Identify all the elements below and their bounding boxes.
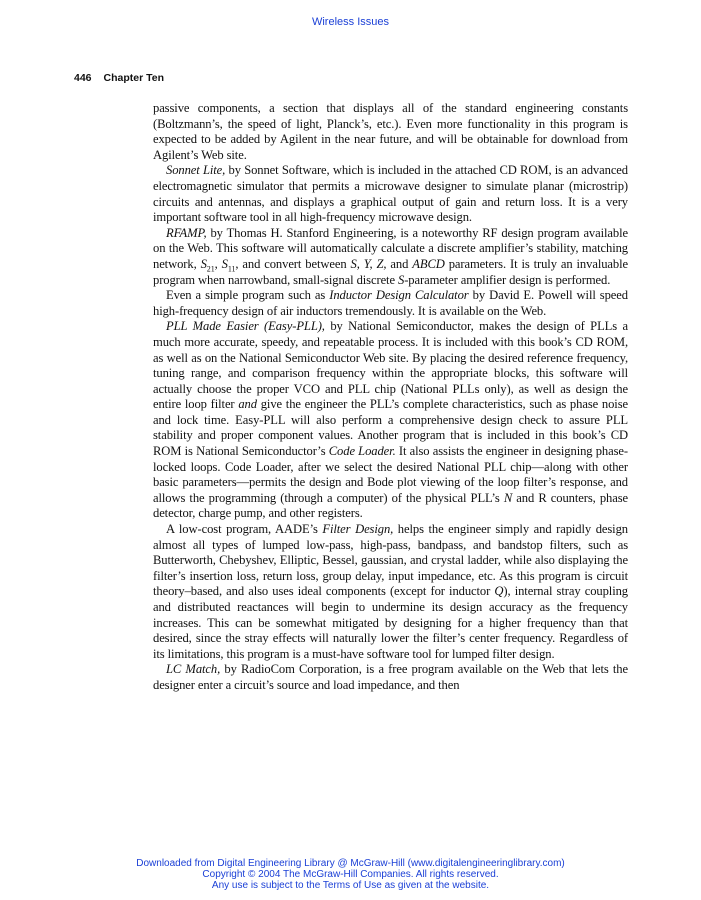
italic-text: S <box>200 256 207 271</box>
top-banner-link[interactable]: Wireless Issues <box>311 16 390 28</box>
subscript: 21 <box>206 264 215 274</box>
italic-text: Q <box>494 584 504 599</box>
subscript: 11 <box>227 264 236 274</box>
paragraph <box>153 226 628 288</box>
italic-text: and <box>238 397 257 412</box>
text-run: Even a simple program such as <box>166 288 330 303</box>
footer-copyright[interactable]: Copyright © 2004 The McGraw-Hill Companies. All rights reserved. <box>202 869 499 880</box>
paragraph <box>153 662 628 693</box>
italic-text: Filter Design, <box>322 522 394 537</box>
paragraph <box>153 101 628 163</box>
text-run: ), internal stray coupling and distributed reactances will begin to undermine its design accuracy as the frequency increases. This can be somewhat mitigated by designing for a higher frequency than that desired, since the stray effects will naturally lower the filter’s center frequency. Regardless of its limitations, this program is a must-have software tool for lumped filter design. <box>153 584 628 661</box>
italic-text: LC Match, <box>166 662 221 677</box>
text-run: parameters. It is truly an invaluable program when narrowband, small-signal discrete <box>153 256 628 287</box>
text-run: by Thomas H. Stanford Engineering, is a noteworthy RF design program available on the Web. This software will automatically calculate a discrete amplifier’s stability, matching network, <box>153 225 628 271</box>
text-run: and <box>386 256 413 271</box>
italic-text: PLL Made Easier (Easy-PLL), <box>166 319 325 334</box>
italic-text: S <box>221 256 228 271</box>
chapter-title: Chapter Ten <box>103 72 165 84</box>
text-run: by Sonnet Software, which is included in the attached CD ROM, is an advanced electromagnetic simulator that permits a microwave designer to simulate planar (microstrip) circuits and antennas, and displays a graphical output of gain and return loss. It is a very important software tool in all high-frequency microwave design. <box>153 163 628 225</box>
text-run: -parameter amplifier design is performed. <box>404 272 611 287</box>
text-run: It also assists the engineer in designing phase-locked loops. Code Loader, after we select the desired National PLL chip—along with other basic parameters—permits the design and Bode plot viewing of the loop filter’s response, and allows the programming (through a computer) of the physical PLL’s <box>153 444 629 505</box>
body-text <box>153 101 628 694</box>
paragraph <box>153 288 628 319</box>
page-number: 446 <box>74 72 92 84</box>
italic-text: Inductor Design Calculator <box>329 288 469 303</box>
paragraph <box>153 319 628 522</box>
text-run: passive components, a section that displays all of the standard engineering constants (Boltzmann’s, the speed of light, Planck’s, etc.). Even more functionality in this program is expected to be added by Agilent in the near future, and will be obtainable for download from Agilent’s Web site. <box>153 101 628 162</box>
footer-terms-link[interactable]: Any use is subject to the Terms of Use as given at the website. <box>211 880 490 891</box>
italic-text: Code Loader. <box>328 444 396 459</box>
text-run: by RadioCom Corporation, is a free program available on the Web that lets the designer enter a circuit’s source and load impedance, and then <box>153 662 628 692</box>
text-run: A low-cost program, AADE’s <box>166 522 323 537</box>
text-run: give the engineer the PLL’s complete characteristics, such as phase noise and lock time. Easy-PLL will also perform a comprehensive design check to assure PLL stability and proper component values. Another program that is included in this book’s CD ROM is National Semiconductor’s <box>153 397 628 459</box>
italic-text: S <box>398 272 405 287</box>
text-run: helps the engineer simply and rapidly design almost all types of lumped low-pass, high-pass, bandpass, and bandstop filters, such as Butterworth, Chebyshev, Elliptic, Bessel, gaussian, and crystal ladder, while also displaying the filter’s insertion loss, return loss, group delay, input impedance, etc. As this program is circuit theory–based, and also uses ideal components (except for inductor <box>153 522 628 599</box>
text-run: and R counters, phase detector, charge pump, and other registers. <box>153 490 628 521</box>
paragraph <box>153 163 628 225</box>
paragraph <box>153 522 628 662</box>
italic-text: RFAMP, <box>166 225 207 240</box>
text-run: by David E. Powell will speed high-frequency design of air inductors tremendously. It is available on the Web. <box>153 288 628 318</box>
italic-text: Sonnet Lite, <box>166 163 226 178</box>
text-run: , and convert between <box>235 256 351 271</box>
running-head <box>74 72 164 84</box>
italic-text: S, Y, Z, <box>350 256 387 271</box>
italic-text: N <box>503 490 513 505</box>
text-run: by National Semiconductor, makes the design of PLLs a much more accurate, speedy, and repeatable process. It is included with this book’s CD ROM, as well as on the National Semiconductor Web site. By placing the desired reference frequency, tuning range, and comparison frequency within the appropriate blocks, this software will actually choose the proper VCO and PLL chip (National PLLs only), as well as design the entire loop filter <box>153 319 628 412</box>
footer-download-link[interactable]: Downloaded from Digital Engineering Library @ McGraw-Hill (www.digitalengineeringlibrary.com) <box>136 858 565 869</box>
italic-text: ABCD <box>412 256 445 271</box>
text-run: , <box>214 256 222 271</box>
footer <box>0 858 701 891</box>
